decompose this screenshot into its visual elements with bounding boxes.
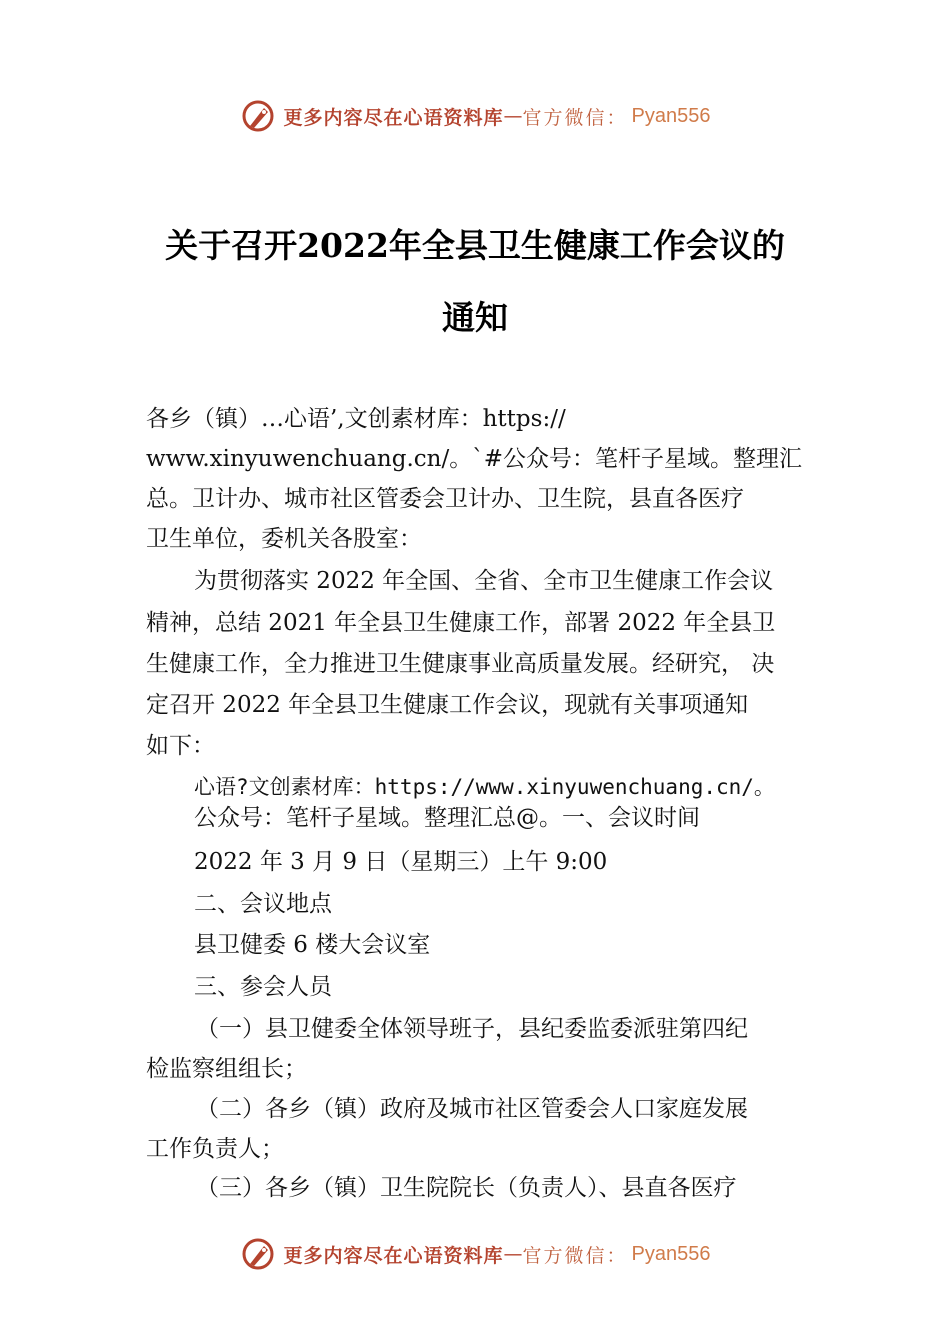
intro-line-3: 生健康工作，全力推进卫生健康事业高质量发展。经研究， 决 (146, 651, 775, 677)
watermark-text: 更多内容尽在心语资料库 (283, 106, 504, 129)
salutation-line-1: 各乡（镇）…心语’,文创素材库：https:// (146, 406, 566, 432)
document-title-line-1: 关于召开2022年全县卫生健康工作会议的 (165, 226, 785, 265)
intro-line-4: 定召开 2022 年全县卫生健康工作会议，现就有关事项通知 (146, 692, 749, 718)
attendee-1-line-1: （一）县卫健委全体领导班子，县纪委监委派驻第四纪 (196, 1016, 748, 1042)
document-title-line-2: 通知 (442, 298, 508, 337)
section1-heading-line: 公众号：笔杆子星域。整理汇总@。一、会议时间 (194, 805, 700, 831)
meeting-time: 2022 年 3 月 9 日（星期三）上午 9:00 (194, 849, 608, 875)
watermark-wechat-label: 官方微信： (522, 106, 628, 129)
pen-nib-logo-icon (240, 98, 276, 134)
attendee-2-line-2: 工作负责人； (146, 1136, 284, 1162)
section2-heading: 二、会议地点 (194, 891, 332, 917)
attendee-1-line-2: 检监察组组长； (146, 1056, 307, 1082)
watermark-text: 更多内容尽在心语资料库 (283, 1244, 504, 1267)
watermark-separator: — (503, 105, 523, 127)
intro-line-2: 精神，总结 2021 年全县卫生健康工作，部署 2022 年全县卫 (146, 610, 776, 636)
attendee-2-line-1: （二）各乡（镇）政府及城市社区管委会人口家庭发展 (196, 1096, 748, 1122)
watermark-wechat-id: Pyan556 (631, 104, 711, 127)
watermark-separator: — (503, 1243, 523, 1265)
watermark-wechat-label: 官方微信： (522, 1244, 628, 1267)
header-watermark (0, 96, 950, 136)
intro-line-1: 为贯彻落实 2022 年全国、全省、全市卫生健康工作会议 (194, 568, 774, 594)
salutation-line-4: 卫生单位，委机关各股室： (146, 526, 422, 552)
attendee-3-line-1: （三）各乡（镇）卫生院院长（负责人）、县直各医疗 (196, 1175, 737, 1201)
salutation-line-3: 总。卫计办、城市社区管委会卫计办、卫生院，县直各医疗 (146, 486, 744, 512)
section3-heading: 三、参会人员 (194, 974, 332, 1000)
salutation-line-2: www.xinyuwenchuang.cn/。`#公众号：笔杆子星域。整理汇 (146, 446, 802, 472)
intro-line-5: 如下： (146, 733, 215, 759)
pen-nib-logo-icon (240, 1236, 276, 1272)
noise-line-1: 心语?文创素材库：https://www.xinyuwenchuang.cn/。 (194, 775, 775, 799)
watermark-wechat-id: Pyan556 (631, 1242, 711, 1265)
footer-watermark (0, 1234, 950, 1274)
meeting-location: 县卫健委 6 楼大会议室 (194, 932, 431, 958)
